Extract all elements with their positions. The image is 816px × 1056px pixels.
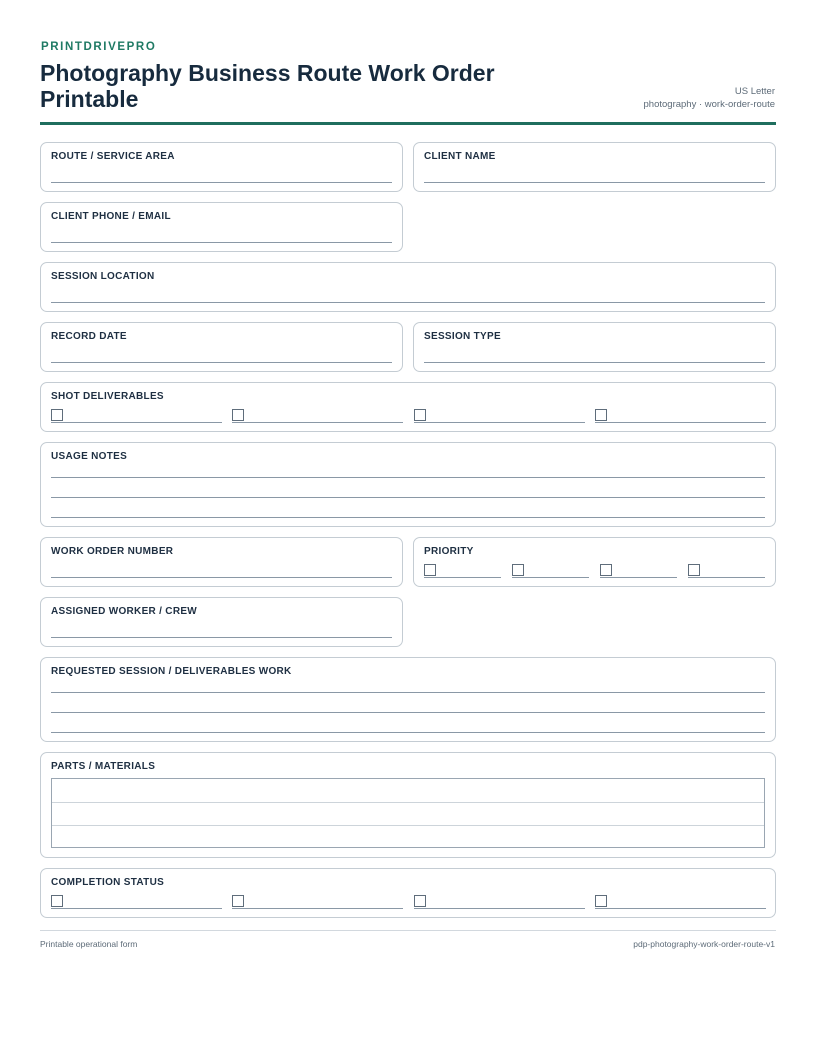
checkbox-icon[interactable] (51, 409, 63, 421)
record-date-label: RECORD DATE (51, 331, 127, 342)
completion-status-option[interactable] (414, 895, 585, 909)
route-service-area-label: ROUTE / SERVICE AREA (51, 151, 175, 162)
session-location-line[interactable] (51, 302, 765, 303)
assigned-worker-crew-label: ASSIGNED WORKER / CREW (51, 606, 198, 617)
checkbox-icon[interactable] (595, 409, 607, 421)
usage-notes-field[interactable] (40, 442, 776, 527)
checkbox-icon[interactable] (232, 895, 244, 907)
requested-session-work-line[interactable] (51, 692, 765, 693)
session-type-field[interactable] (413, 322, 776, 372)
parts-materials-label: PARTS / MATERIALS (51, 761, 156, 772)
route-service-area-line[interactable] (51, 182, 392, 183)
priority-option[interactable] (424, 564, 501, 578)
usage-notes-line[interactable] (51, 497, 765, 498)
requested-session-work-line[interactable] (51, 712, 765, 713)
record-date-field[interactable] (40, 322, 403, 372)
session-type-line[interactable] (424, 362, 765, 363)
checkbox-icon[interactable] (414, 409, 426, 421)
priority-option[interactable] (512, 564, 589, 578)
assigned-worker-crew-field[interactable] (40, 597, 403, 647)
tags-label: photography · work-order-route (643, 99, 775, 110)
client-phone-email-label: CLIENT PHONE / EMAIL (51, 211, 171, 222)
usage-notes-label: USAGE NOTES (51, 451, 128, 462)
assigned-worker-crew-line[interactable] (51, 637, 392, 638)
brand-logo-text: PRINTDRIVEPRO (41, 41, 157, 53)
session-location-field[interactable] (40, 262, 776, 312)
page-meta (644, 85, 775, 111)
page-title: Photography Business Route Work Order Printable (40, 60, 495, 112)
shot-deliverables-label: SHOT DELIVERABLES (51, 391, 164, 402)
requested-session-work-field[interactable] (40, 657, 776, 742)
record-date-line[interactable] (51, 362, 392, 363)
table-row-divider (52, 802, 764, 803)
usage-notes-line[interactable] (51, 517, 765, 518)
client-name-label: CLIENT NAME (424, 151, 496, 162)
completion-status-label: COMPLETION STATUS (51, 877, 165, 888)
shot-deliverables-field (40, 382, 776, 432)
footer-right-text: pdp-photography-work-order-route-v1 (633, 939, 775, 949)
paper-size-label: US Letter (734, 86, 775, 97)
checkbox-icon[interactable] (424, 564, 436, 576)
header-rule (40, 122, 776, 125)
completion-status-option[interactable] (232, 895, 403, 909)
route-service-area-field[interactable] (40, 142, 403, 192)
shot-deliverables-option[interactable] (595, 409, 766, 423)
parts-materials-field (40, 752, 776, 858)
priority-option[interactable] (688, 564, 765, 578)
client-phone-email-field[interactable] (40, 202, 403, 252)
requested-session-work-label: REQUESTED SESSION / DELIVERABLES WORK (51, 666, 292, 677)
shot-deliverables-option[interactable] (414, 409, 585, 423)
client-name-line[interactable] (424, 182, 765, 183)
checkbox-icon[interactable] (688, 564, 700, 576)
checkbox-icon[interactable] (512, 564, 524, 576)
priority-field (413, 537, 776, 587)
shot-deliverables-option[interactable] (51, 409, 222, 423)
shot-deliverables-option[interactable] (232, 409, 403, 423)
priority-label: PRIORITY (424, 546, 474, 557)
checkbox-icon[interactable] (232, 409, 244, 421)
footer-rule (40, 930, 776, 931)
checkbox-icon[interactable] (51, 895, 63, 907)
requested-session-work-line[interactable] (51, 732, 765, 733)
client-phone-email-line[interactable] (51, 242, 392, 243)
work-order-number-field[interactable] (40, 537, 403, 587)
parts-materials-table[interactable] (51, 778, 765, 848)
checkbox-icon[interactable] (414, 895, 426, 907)
checkbox-icon[interactable] (595, 895, 607, 907)
client-name-field[interactable] (413, 142, 776, 192)
session-type-label: SESSION TYPE (424, 331, 501, 342)
completion-status-option[interactable] (595, 895, 766, 909)
priority-option[interactable] (600, 564, 677, 578)
completion-status-field (40, 868, 776, 918)
completion-status-option[interactable] (51, 895, 222, 909)
session-location-label: SESSION LOCATION (51, 271, 155, 282)
work-order-number-label: WORK ORDER NUMBER (51, 546, 174, 557)
footer-left-text: Printable operational form (40, 939, 138, 949)
work-order-number-line[interactable] (51, 577, 392, 578)
checkbox-icon[interactable] (600, 564, 612, 576)
usage-notes-line[interactable] (51, 477, 765, 478)
table-row-divider (52, 825, 764, 826)
